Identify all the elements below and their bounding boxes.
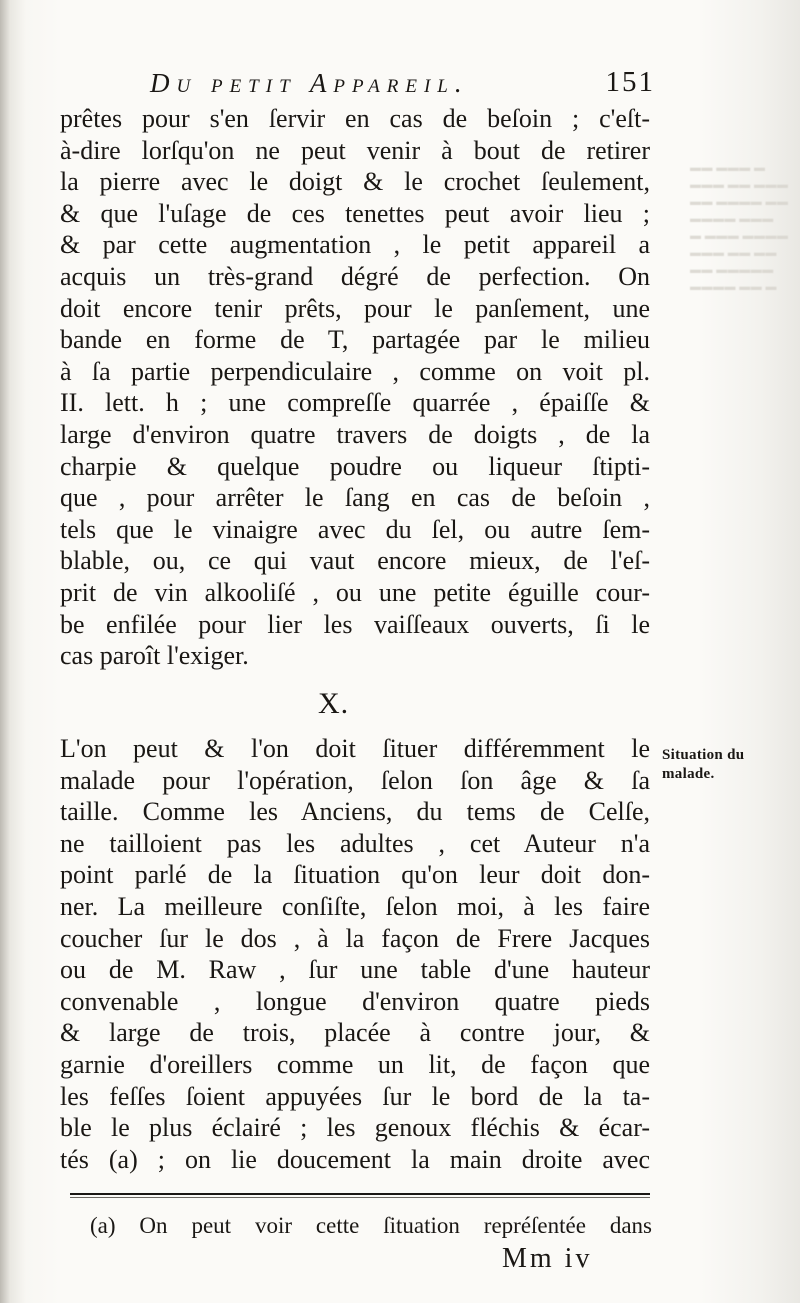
text-line: prêtes pour s'en ſervir en cas de beſoin ; c'eſt- [60,104,650,133]
text-line: tels que le vinaigre avec du ſel, ou autre ſem- [60,514,650,544]
text-line: & que l'uſage de ces tenettes peut avoir lieu ; [60,198,650,228]
margin-note [662,746,744,784]
section-heading: X. [318,687,350,720]
paragraph [60,733,650,1175]
footnote: (a) On peut voir cette ſituation repréſentée dans [90,1213,652,1238]
text-line: ner. La meilleure conſiſte, ſelon moi, à les faire [60,891,650,921]
text-line: ne tailloient pas les adultes , cet Auteur n'a [60,828,650,858]
text-line: convenable , longue d'environ quatre pieds [60,986,650,1016]
text-line: ble le plus éclairé ; les genoux fléchis & écar- [60,1113,650,1143]
text-line: point parlé de la ſituation qu'on leur doit don- [60,860,650,890]
text-line: malade pour l'opération, ſelon ſon âge & ſa [60,765,650,795]
text-line: que , pour arrêter le ſang en cas de beſoin , [60,483,650,513]
text-line: à ſa partie perpendiculaire , comme on voit pl. [60,356,650,386]
footnote-rule-thin [70,1197,650,1198]
text-line: ou de M. Raw , ſur une table d'une hauteur [60,955,650,985]
text-line: à-dire lorſqu'on ne peut venir à bout de retirer [60,135,650,165]
page-number: 151 [605,66,655,98]
footnote-rule [70,1193,650,1195]
text-line: L'on peut & l'on doit ſituer différemment le [60,734,650,763]
bleed-through-text: ▬▬ ▬▬▬ ▬ ▬▬▬ ▬▬ ▬▬▬ ▬▬ ▬▬▬▬ ▬▬ ▬▬▬▬ ▬▬▬ ▬ ▬▬▬ ▬▬▬▬ ▬▬▬ ▬▬ ▬▬ ▬▬ ▬▬▬▬▬ ▬▬▬▬ ▬▬ ▬ [690,162,789,293]
text-line: prit de vin alkooliſé , ou une petite éguille cour- [60,577,650,607]
margin-note-line: malade. [662,766,715,782]
text-line: acquis un très-grand dégré de perfection. On [60,261,650,291]
text-line: coucher ſur le dos , à la façon de Frere Jacques [60,923,650,953]
text-line: be enfilée pour lier les vaiſſeaux ouverts, ſi le [60,609,650,639]
text-line: blable, ou, ce qui vaut encore mieux, de l'eſ- [60,546,650,576]
running-title: Du petit Appareil. [150,68,469,98]
margin-note-line: Situation du [662,747,745,763]
text-line: charpie & quelque poudre ou liqueur ſtipti- [60,451,650,481]
text-line: & par cette augmentation , le petit appareil a [60,230,650,260]
text-line: large d'environ quatre travers de doigts , de la [60,419,650,449]
signature-mark: Mm iv [502,1243,593,1274]
text-line: bande en forme de T, partagée par le milieu [60,325,650,355]
text-line: II. lett. h ; une compreſſe quarrée , épaiſſe & [60,388,650,418]
paragraph [60,103,650,672]
text-line: & large de trois, placée à contre jour, & [60,1018,650,1048]
text-line: taille. Comme les Anciens, du tems de Celſe, [60,797,650,827]
text-line: doit encore tenir prêts, pour le panſement, une [60,293,650,323]
text-line: tés (a) ; on lie doucement la main droite avec [60,1144,650,1174]
text-line: cas paroît l'exiger. [60,641,249,671]
text-line: la pierre avec le doigt & le crochet ſeulement, [60,167,650,197]
text-line: les feſſes ſoient appuyées ſur le bord de la ta- [60,1081,650,1111]
text-line: garnie d'oreillers comme un lit, de façon que [60,1049,650,1079]
